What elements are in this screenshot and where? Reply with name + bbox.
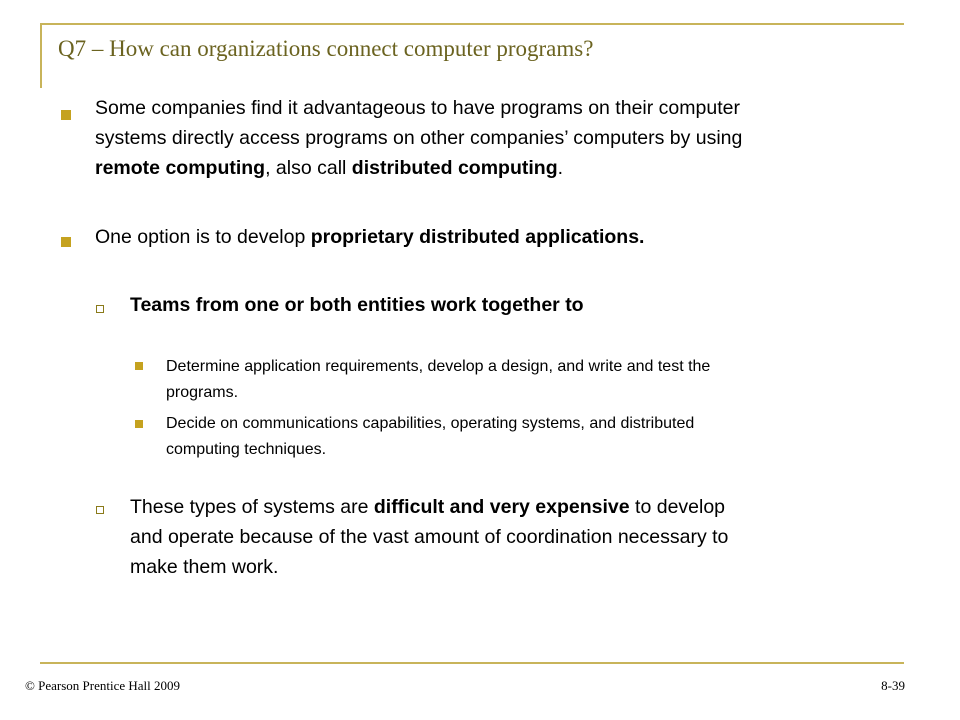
term-proprietary-apps: proprietary distributed applications. bbox=[310, 226, 645, 248]
footer-rule bbox=[40, 662, 904, 664]
bullet-1-text-a: , also call bbox=[265, 157, 352, 179]
level3-1-line-2: programs. bbox=[166, 384, 239, 401]
level3-1-line-1: Determine application requirements, develop a design, and write and test the bbox=[166, 358, 711, 375]
footer-copyright: © Pearson Prentice Hall 2009 bbox=[25, 678, 181, 693]
sub-bullet-2-line-1 bbox=[130, 492, 725, 522]
term-difficult-expensive: difficult and very expensive bbox=[373, 496, 630, 518]
frame-top-rule bbox=[40, 23, 904, 25]
bullet-square-icon bbox=[135, 420, 143, 428]
frame-left-rule bbox=[40, 23, 42, 88]
sub-bullet-2-text-a: These types of systems are bbox=[130, 496, 374, 518]
term-remote-computing: remote computing bbox=[95, 157, 266, 179]
level3-2-line-1: Decide on communications capabilities, operating systems, and distributed bbox=[166, 415, 695, 432]
footer-page-number: 8-39 bbox=[881, 678, 905, 693]
bullet-1-line-3 bbox=[95, 153, 563, 183]
bullet-2-line bbox=[95, 222, 644, 252]
level3-2-line-2: computing techniques. bbox=[166, 441, 327, 458]
sub-bullet-2-line-3: make them work. bbox=[130, 556, 279, 578]
sub-bullet-teams: Teams from one or both entities work together to bbox=[130, 294, 584, 316]
bullet-square-icon bbox=[61, 110, 71, 120]
bullet-square-icon bbox=[135, 362, 143, 370]
sub-bullet-2-line-2: and operate because of the vast amount of coordination necessary to bbox=[130, 526, 729, 548]
bullet-1-line-2: systems directly access programs on other companies’ computers by using bbox=[95, 127, 743, 149]
bullet-1-line-1: Some companies find it advantageous to have programs on their computer bbox=[95, 97, 740, 119]
hollow-square-bullet-icon bbox=[96, 305, 104, 313]
slide-title: Q7 – How can organizations connect computer programs? bbox=[58, 36, 594, 61]
bullet-square-icon bbox=[61, 237, 71, 247]
hollow-square-bullet-icon bbox=[96, 506, 104, 514]
sub-bullet-2-text-b: to develop bbox=[629, 496, 726, 518]
term-distributed-computing: distributed computing bbox=[351, 157, 558, 179]
bullet-1-text-b: . bbox=[557, 157, 564, 179]
bullet-2-text: One option is to develop bbox=[95, 226, 311, 248]
